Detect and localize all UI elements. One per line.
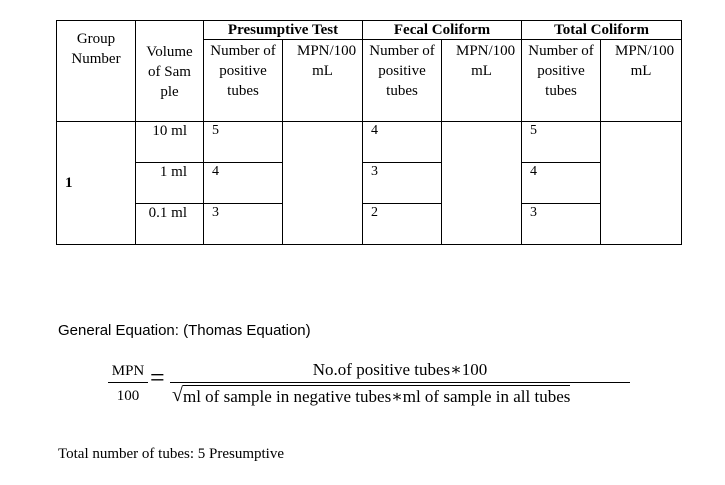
- presumptive-count-cell: 4: [204, 163, 283, 204]
- total-count-cell: 5: [522, 122, 601, 163]
- total-count-cell: 4: [522, 163, 601, 204]
- group-number-cell: 1: [57, 122, 136, 245]
- lhs-fraction: [108, 362, 148, 405]
- volume-header: Volume of Sample: [136, 21, 204, 122]
- total-mpn-cell: [601, 122, 682, 245]
- presumptive-count-cell: 5: [204, 122, 283, 163]
- fraction-bar: [170, 382, 630, 383]
- presumptive-mpn-cell: [283, 122, 363, 245]
- presumptive-mpn-header: MPN/100 mL: [283, 40, 363, 122]
- total-coliform-header: Total Coliform: [522, 21, 682, 40]
- fecal-count-cell: 3: [363, 163, 442, 204]
- radicand: ml of sample in negative tubes∗ml of sample in all tubes: [182, 387, 571, 406]
- total-number-header: Number of positive tubes: [522, 40, 601, 122]
- mpn-table: [56, 20, 682, 245]
- volume-cell: 1 ml: [136, 163, 204, 204]
- presumptive-test-header: Presumptive Test: [204, 21, 363, 40]
- fecal-count-cell: 4: [363, 122, 442, 163]
- equals-sign: =: [150, 363, 165, 392]
- rhs-denominator: [170, 385, 630, 406]
- total-mpn-header: MPN/100 mL: [601, 40, 682, 122]
- group-number-header: Group Number: [57, 21, 136, 122]
- rhs-numerator: No.of positive tubes∗100: [312, 360, 488, 379]
- fecal-count-cell: 2: [363, 204, 442, 245]
- volume-cell: 0.1 ml: [136, 204, 204, 245]
- square-root-icon: √: [172, 384, 183, 406]
- fecal-number-header: Number of positive tubes: [363, 40, 442, 122]
- rhs-fraction: [170, 360, 630, 406]
- fecal-coliform-header: Fecal Coliform: [363, 21, 522, 40]
- total-tubes-note: Total number of tubes: 5 Presumptive: [58, 446, 284, 462]
- equation-caption: General Equation: (Thomas Equation): [58, 322, 311, 339]
- fecal-mpn-cell: [442, 122, 522, 245]
- fraction-bar: [108, 382, 148, 383]
- lhs-numerator: MPN: [111, 363, 145, 379]
- total-count-cell: 3: [522, 204, 601, 245]
- lhs-denominator: 100: [116, 388, 140, 404]
- presumptive-number-header: Number of positive tubes: [204, 40, 283, 122]
- presumptive-count-cell: 3: [204, 204, 283, 245]
- volume-cell: 10 ml: [136, 122, 204, 163]
- fecal-mpn-header: MPN/100 mL: [442, 40, 522, 122]
